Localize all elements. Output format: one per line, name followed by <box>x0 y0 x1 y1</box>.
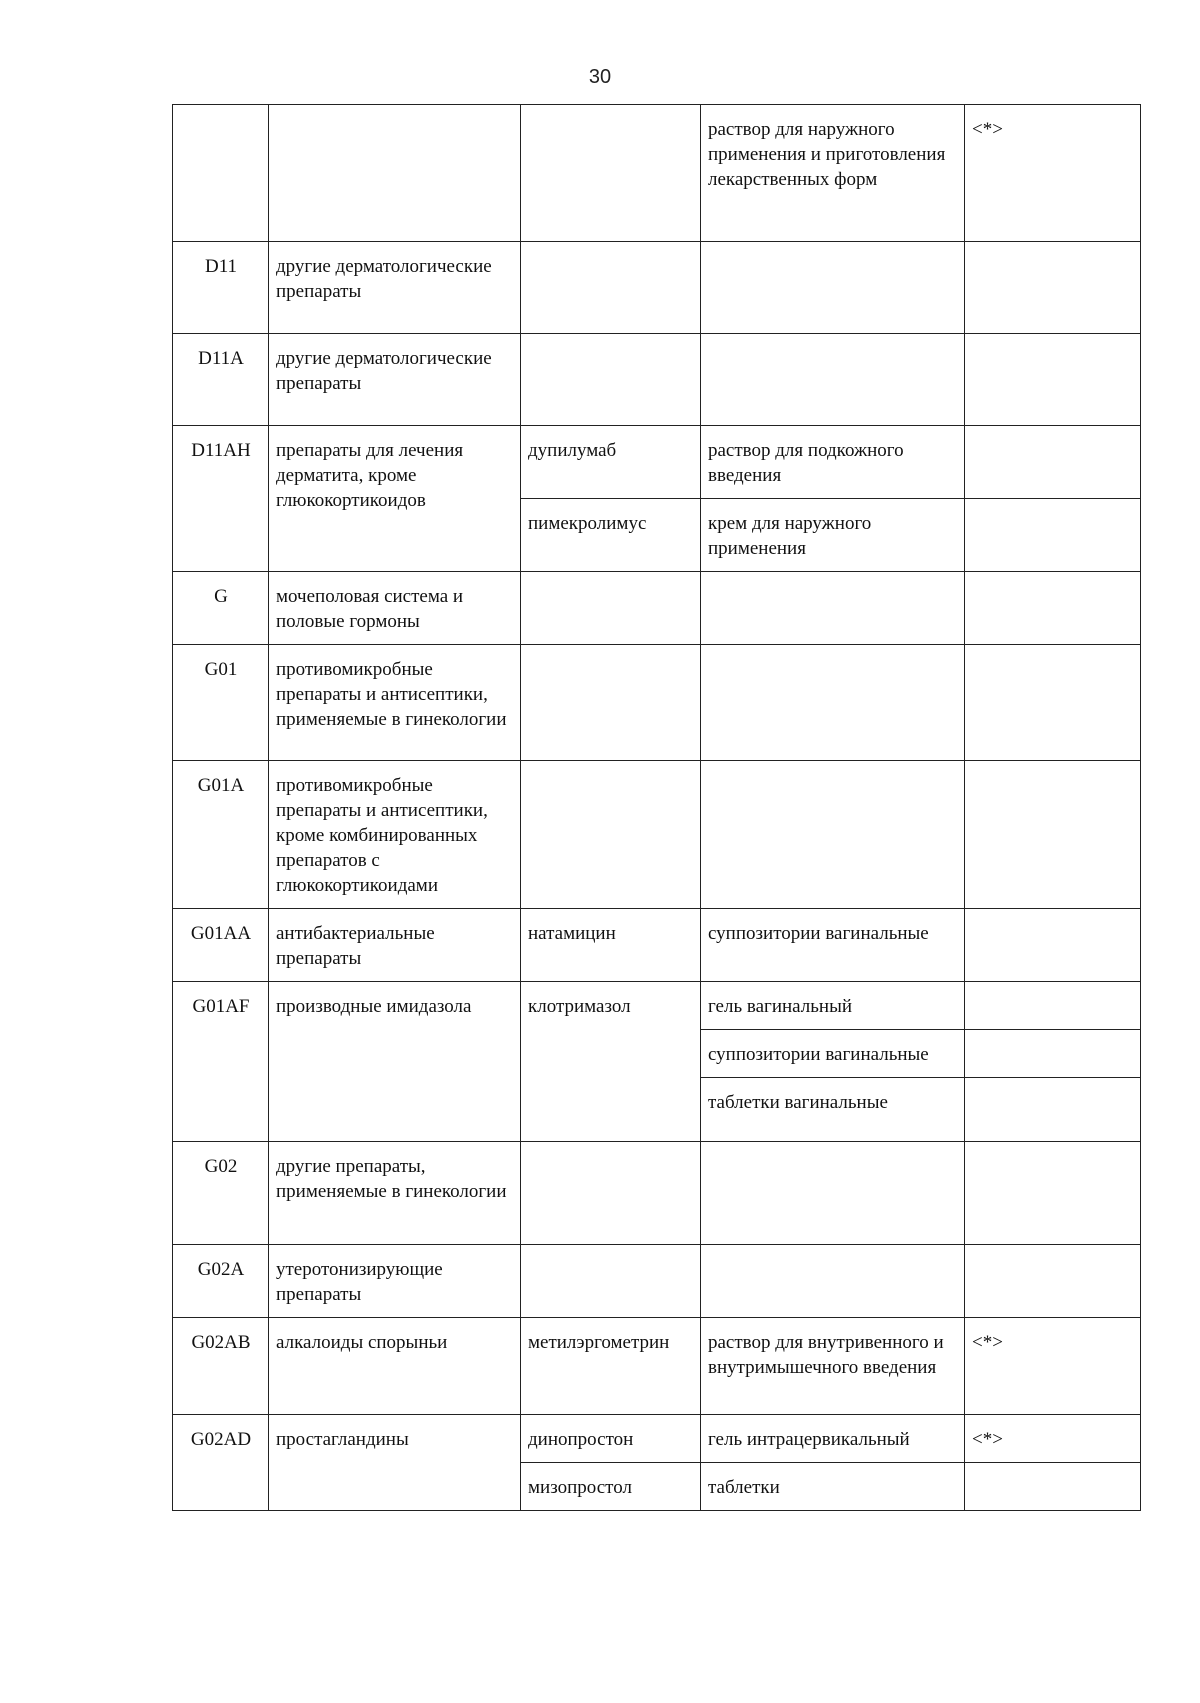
dosage-form-cell: таблетки вагинальные <box>701 1078 965 1142</box>
atc-code-cell: G01A <box>173 761 269 909</box>
dosage-form-cell <box>701 761 965 909</box>
drug-cell <box>521 334 701 426</box>
drug-cell <box>521 645 701 761</box>
note-cell <box>965 499 1141 572</box>
group-cell: мочеполовая система и половые гормоны <box>269 572 521 645</box>
table-row <box>173 645 1141 761</box>
dosage-form-cell <box>701 572 965 645</box>
note-cell: <*> <box>965 1318 1141 1415</box>
group-cell: противомикробные препараты и антисептики, применяемые в гинекологии <box>269 645 521 761</box>
group-cell: препараты для лечения дерматита, кроме глюкокортикоидов <box>269 426 521 572</box>
drug-cell: динопростон <box>521 1415 701 1463</box>
note-cell <box>965 645 1141 761</box>
table-row <box>173 426 1141 499</box>
note-cell <box>965 1078 1141 1142</box>
table-row <box>173 572 1141 645</box>
group-cell: производные имидазола <box>269 982 521 1142</box>
note-cell <box>965 1030 1141 1078</box>
dosage-form-cell: раствор для наружного применения и приготовления лекарственных форм <box>701 105 965 242</box>
atc-code-cell: D11AH <box>173 426 269 572</box>
dosage-form-cell: таблетки <box>701 1463 965 1511</box>
table-row <box>173 982 1141 1030</box>
note-cell <box>965 761 1141 909</box>
medication-table <box>172 104 1141 1511</box>
atc-code-cell: G01AA <box>173 909 269 982</box>
drug-cell <box>521 105 701 242</box>
note-cell <box>965 334 1141 426</box>
drug-cell <box>521 1142 701 1245</box>
dosage-form-cell <box>701 242 965 334</box>
atc-code-cell: D11 <box>173 242 269 334</box>
table-row <box>173 909 1141 982</box>
table-row <box>173 334 1141 426</box>
note-cell <box>965 982 1141 1030</box>
drug-cell: метилэргометрин <box>521 1318 701 1415</box>
drug-cell <box>521 572 701 645</box>
page-number: 30 <box>588 66 612 88</box>
atc-code-cell: G01AF <box>173 982 269 1142</box>
note-cell <box>965 572 1141 645</box>
atc-code-cell: G02 <box>173 1142 269 1245</box>
atc-code-cell: D11A <box>173 334 269 426</box>
drug-cell <box>521 242 701 334</box>
atc-code-cell <box>173 105 269 242</box>
note-cell <box>965 426 1141 499</box>
drug-cell: клотримазол <box>521 982 701 1142</box>
note-cell <box>965 1463 1141 1511</box>
note-cell: <*> <box>965 105 1141 242</box>
dosage-form-cell: суппозитории вагинальные <box>701 909 965 982</box>
table-row <box>173 105 1141 242</box>
atc-code-cell: G02AB <box>173 1318 269 1415</box>
group-cell: другие препараты, применяемые в гинекологии <box>269 1142 521 1245</box>
group-cell: алкалоиды спорыньи <box>269 1318 521 1415</box>
drug-cell <box>521 761 701 909</box>
dosage-form-cell <box>701 334 965 426</box>
note-cell <box>965 242 1141 334</box>
dosage-form-cell: суппозитории вагинальные <box>701 1030 965 1078</box>
drug-cell: дупилумаб <box>521 426 701 499</box>
atc-code-cell: G02AD <box>173 1415 269 1511</box>
dosage-form-cell: раствор для внутривенного и внутримышечного введения <box>701 1318 965 1415</box>
group-cell: противомикробные препараты и антисептики, кроме комбинированных препаратов с глюкокортикоидами <box>269 761 521 909</box>
group-cell: утеротонизирующие препараты <box>269 1245 521 1318</box>
atc-code-cell: G <box>173 572 269 645</box>
group-cell: другие дерматологические препараты <box>269 334 521 426</box>
atc-code-cell: G02A <box>173 1245 269 1318</box>
table-row <box>173 242 1141 334</box>
table-row <box>173 1318 1141 1415</box>
note-cell <box>965 1245 1141 1318</box>
drug-cell: мизопростол <box>521 1463 701 1511</box>
group-cell <box>269 105 521 242</box>
drug-cell <box>521 1245 701 1318</box>
dosage-form-cell: гель вагинальный <box>701 982 965 1030</box>
note-cell: <*> <box>965 1415 1141 1463</box>
dosage-form-cell: гель интрацервикальный <box>701 1415 965 1463</box>
table-row <box>173 761 1141 909</box>
table-row <box>173 1142 1141 1245</box>
dosage-form-cell <box>701 1245 965 1318</box>
table-row <box>173 1415 1141 1463</box>
drug-cell: пимекролимус <box>521 499 701 572</box>
dosage-form-cell: крем для наружного применения <box>701 499 965 572</box>
dosage-form-cell <box>701 1142 965 1245</box>
group-cell: простагландины <box>269 1415 521 1511</box>
drug-cell: натамицин <box>521 909 701 982</box>
group-cell: другие дерматологические препараты <box>269 242 521 334</box>
atc-code-cell: G01 <box>173 645 269 761</box>
table-row <box>173 1245 1141 1318</box>
dosage-form-cell <box>701 645 965 761</box>
note-cell <box>965 909 1141 982</box>
dosage-form-cell: раствор для подкожного введения <box>701 426 965 499</box>
note-cell <box>965 1142 1141 1245</box>
group-cell: антибактериальные препараты <box>269 909 521 982</box>
